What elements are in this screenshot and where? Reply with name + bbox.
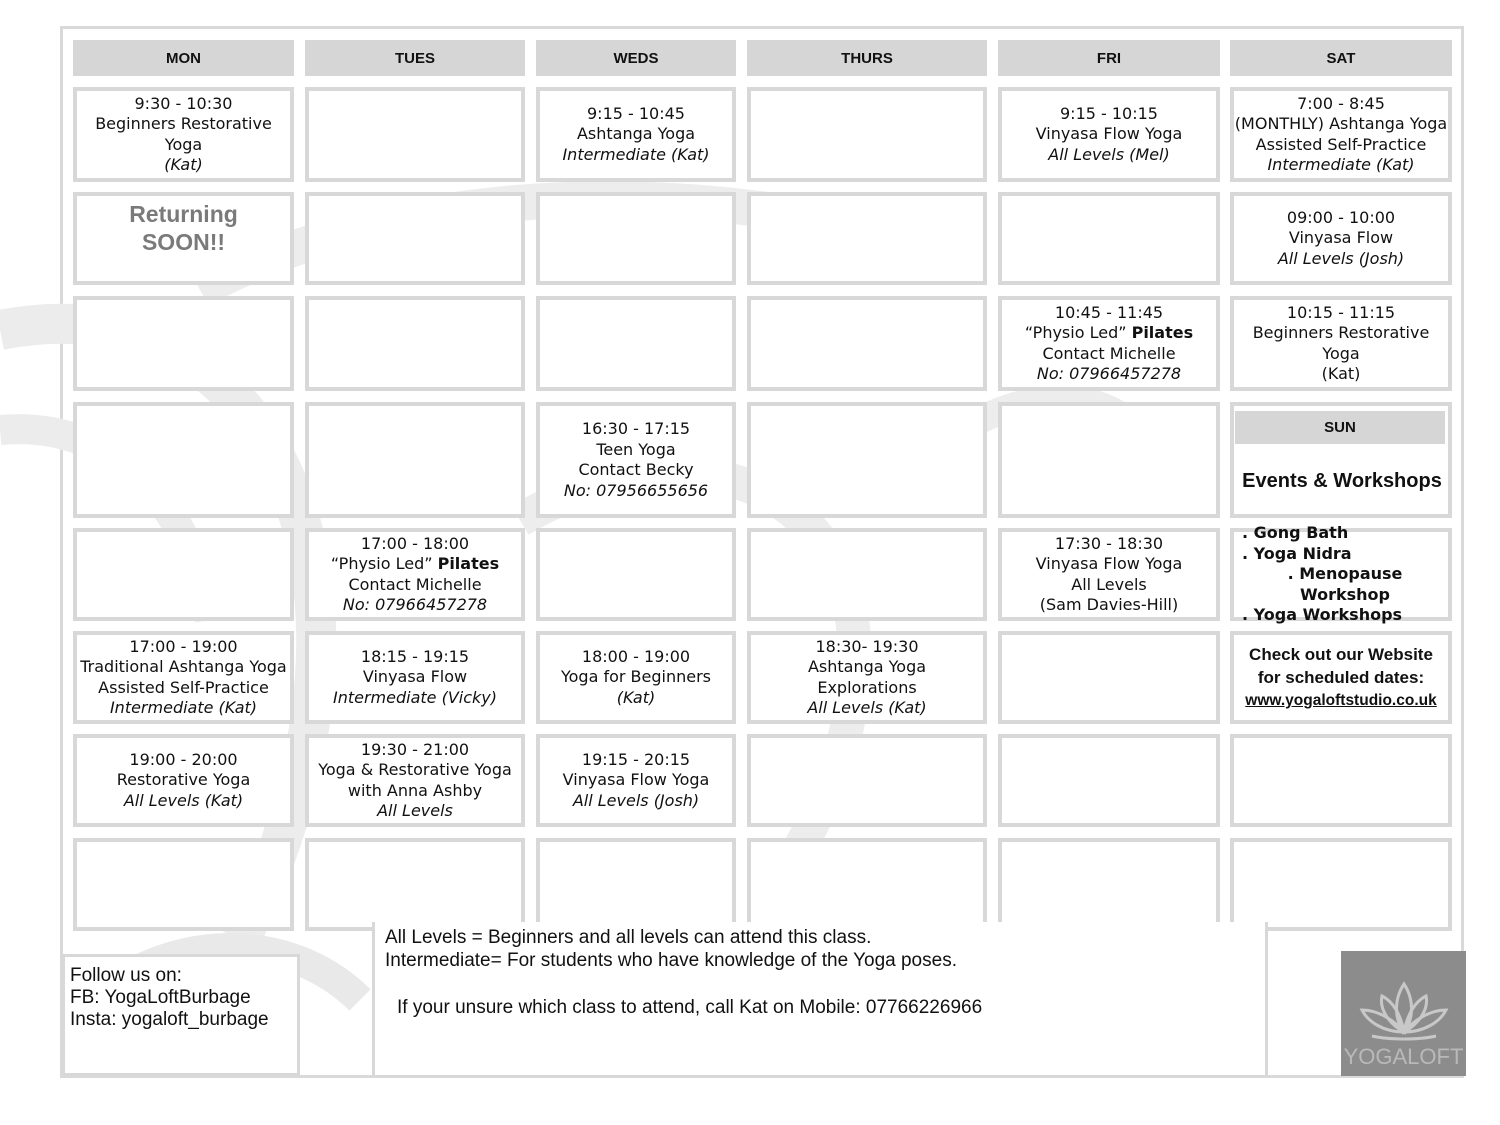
- weds-empty-8: [536, 838, 736, 931]
- thurs-empty-4: [747, 402, 987, 518]
- sat-empty-7: [1230, 734, 1452, 827]
- header-tues: TUES: [305, 40, 525, 76]
- tues-empty-1: [305, 87, 525, 182]
- mon-returning-soon: Returning SOON!!: [73, 192, 294, 285]
- list-item: . Yoga Workshops: [1242, 605, 1403, 625]
- instagram-handle: Insta: yogaloft_burbage: [70, 1009, 269, 1030]
- facebook-handle: FB: YogaLoftBurbage: [70, 987, 251, 1008]
- sun-website-info: Check out our Website for scheduled dates: www.yogaloftstudio.co.uk: [1230, 631, 1452, 724]
- mon-empty-8: [73, 838, 294, 931]
- tues-empty-8: [305, 838, 525, 931]
- mon-class-7: 19:00 - 20:00 Restorative Yoga All Levels (Kat): [73, 734, 294, 827]
- tues-empty-3: [305, 296, 525, 391]
- logo-wordmark: YOGALOFT: [1343, 1044, 1464, 1069]
- header-weds: WEDS: [536, 40, 736, 76]
- thurs-empty-5: [747, 528, 987, 621]
- thurs-empty-3: [747, 296, 987, 391]
- mon-class-1: 9:30 - 10:30 Beginners Restorative Yoga (Kat): [73, 87, 294, 182]
- thurs-empty-2: [747, 192, 987, 285]
- sun-events-list: [1230, 523, 1452, 625]
- website-link[interactable]: www.yogaloftstudio.co.uk: [1245, 692, 1437, 709]
- weds-class-1: 9:15 - 10:45 Ashtanga Yoga Intermediate (Kat): [536, 87, 736, 182]
- thurs-empty-8: [747, 838, 987, 931]
- weds-empty-3: [536, 296, 736, 391]
- tues-empty-4: [305, 402, 525, 518]
- fri-class-1: 9:15 - 10:15 Vinyasa Flow Yoga All Levels (Mel): [998, 87, 1220, 182]
- yogaloft-logo: [1341, 951, 1466, 1076]
- thurs-empty-1: [747, 87, 987, 182]
- thurs-empty-7: [747, 734, 987, 827]
- mon-empty-3: [73, 296, 294, 391]
- sat-class-1: 7:00 - 8:45 (MONTHLY) Ashtanga Yoga Assisted Self-Practice Intermediate (Kat): [1230, 87, 1452, 182]
- levels-legend: All Levels = Beginners and all levels can attend this class. Intermediate= For students who have knowledge of the Yoga poses. If your unsure which class to attend, call Kat on Mobile: 07766226966: [372, 922, 1268, 1078]
- header-mon: MON: [73, 40, 294, 76]
- mon-class-6: 17:00 - 19:00 Traditional Ashtanga Yoga Assisted Self-Practice Intermediate (Kat): [73, 631, 294, 724]
- lotus-icon: [1354, 974, 1454, 1044]
- fri-empty-2: [998, 192, 1220, 285]
- tues-class-6: 18:15 - 19:15 Vinyasa Flow Intermediate (Vicky): [305, 631, 525, 724]
- tues-class-7: 19:30 - 21:00 Yoga & Restorative Yoga with Anna Ashby All Levels: [305, 734, 525, 827]
- fri-empty-7: [998, 734, 1220, 827]
- weds-class-6: 18:00 - 19:00 Yoga for Beginners (Kat): [536, 631, 736, 724]
- list-item: . Gong Bath: [1242, 523, 1349, 543]
- fri-class-3: 10:45 - 11:45 “Physio Led” Pilates Contact Michelle No: 07966457278: [998, 296, 1220, 391]
- header-thurs: THURS: [747, 40, 987, 76]
- mon-empty-5: [73, 528, 294, 621]
- thurs-class-6: 18:30- 19:30 Ashtanga Yoga Explorations All Levels (Kat): [747, 631, 987, 724]
- fri-empty-6: [998, 631, 1220, 724]
- weds-class-4: 16:30 - 17:15 Teen Yoga Contact Becky No: 07956655656: [536, 402, 736, 518]
- fri-empty-4: [998, 402, 1220, 518]
- events-workshops-title: Events & Workshops: [1242, 470, 1442, 492]
- header-fri: FRI: [998, 40, 1220, 76]
- tues-class-5: 17:00 - 18:00 “Physio Led” Pilates Contact Michelle No: 07966457278: [305, 528, 525, 621]
- weds-empty-5: [536, 528, 736, 621]
- tues-empty-2: [305, 192, 525, 285]
- weds-class-7: 19:15 - 20:15 Vinyasa Flow Yoga All Levels (Josh): [536, 734, 736, 827]
- fri-class-5: 17:30 - 18:30 Vinyasa Flow Yoga All Levels (Sam Davies-Hill): [998, 528, 1220, 621]
- list-item: . Yoga Nidra: [1242, 543, 1352, 563]
- sat-class-3: 10:15 - 11:15 Beginners Restorative Yoga (Kat): [1230, 296, 1452, 391]
- header-sat: SAT: [1230, 40, 1452, 76]
- list-item: . Menopause Workshop: [1287, 564, 1403, 604]
- fri-empty-8: [998, 838, 1220, 931]
- header-sun: SUN: [1235, 411, 1445, 444]
- social-links: Follow us on: FB: YogaLoftBurbage Insta: yogaloft_burbage: [62, 954, 300, 1076]
- sat-empty-8: [1230, 838, 1452, 931]
- weds-empty-2: [536, 192, 736, 285]
- sat-class-2: 09:00 - 10:00 Vinyasa Flow All Levels (Josh): [1230, 192, 1452, 285]
- mon-empty-4: [73, 402, 294, 518]
